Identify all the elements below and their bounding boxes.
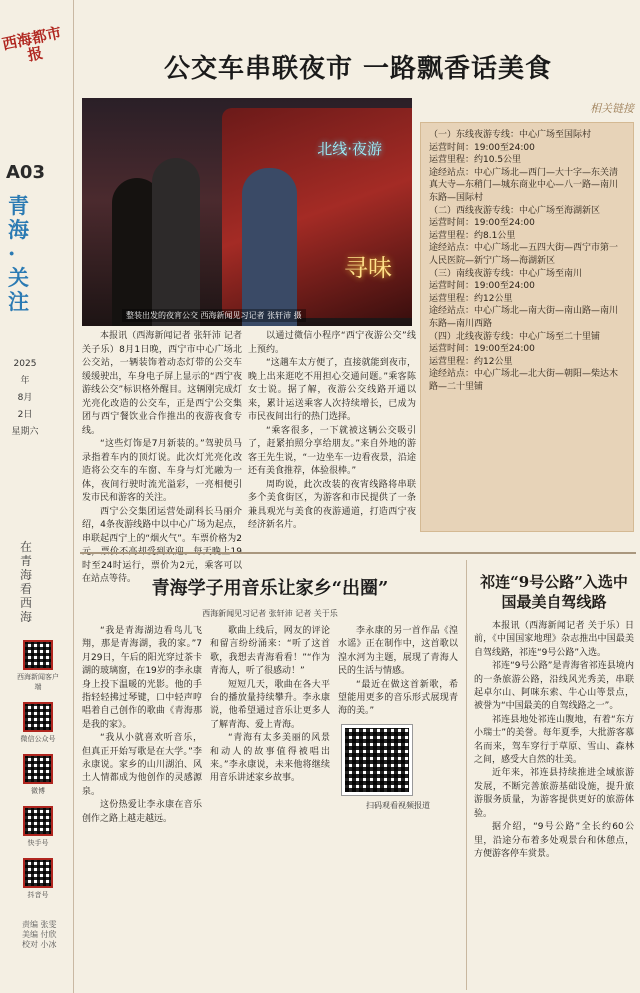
issue-date [10,356,40,441]
article-column [338,625,458,826]
qr-label: 微信公众号 [20,735,56,743]
qr-item[interactable] [14,754,62,796]
bus-sign-text-2: 寻味 [344,254,392,282]
newspaper-logo: 西海都市报 [0,23,64,65]
slogan: 在青海 看西海 [20,540,33,624]
date-year: 2025年 [13,359,37,386]
paragraph: 本报讯（西海新闻记者 关于乐）日前，《中国国家地理》杂志推出中国最美自驾线路，祁连“9号公路”入选。 [474,621,634,658]
highway-story-headline[interactable]: 祁连“9号公路”入选中国最美自驾线路 [480,573,628,611]
route-line: 运营时间：19:00至24:00 [429,218,535,229]
qr-label: 快手号 [27,839,49,847]
qr-code-icon [23,640,53,670]
article-column [248,330,416,587]
route-line: 途经站点：中心广场北—南大街—南山路—南川东路—南川西路 [429,306,619,329]
qr-code-icon [23,806,53,836]
qr-label: 西海新闻客户端 [17,673,59,691]
person-figure [152,158,200,326]
highway-story-body [474,620,634,861]
paragraph: 据介绍，“9号公路”全长约60公里，沿途分布着多处观景台和休憩点，方便游客停车赏景。 [474,822,634,859]
route-line: 运营里程：约8.1公里 [429,230,516,241]
route-line: 途经站点：中心广场北—北大街—朝阳—柴达木路—二十里铺 [429,369,619,392]
section-name: 青海·关注 [8,193,29,314]
paragraph: 近年来，祁连县持续推进全域旅游发展，不断完善旅游基础设施，提升旅游服务质量，为游客提供更好的旅游体验。 [474,768,634,819]
paragraph: 西宁公交集团运营处副科长马丽介绍，4条夜游线路中以中心广场为起点，串联起西宁上的“烟火气”。车票价格为2 时至24时运行，票价为2元，乘客可以在站点等待。 [82,506,242,584]
qr-code-icon [23,754,53,784]
qr-label: 微博 [31,787,45,795]
related-links-body [420,122,634,532]
paragraph: 歌曲上线后，网友的评论和留言纷纷涌来：“听了这首歌，我想去青海看看！”“作为青海人，听了很感动！” [210,626,330,677]
column-divider [466,560,467,990]
route-line: 运营时间：19:00至24:00 [429,344,535,355]
route-line: （四）北线夜游专线：中心广场至二十里铺 [429,331,601,342]
paragraph: “青海有太多美丽的风景和动人的故事值得被唱出来。”李永康说，未来他将继续用音乐讲述家乡故事。 [210,733,330,784]
date-weekday: 星期六 [11,427,39,437]
highway-story [474,562,634,861]
paragraph: “我是青海湖边看鸟儿飞翔，那是青海湖，我的家。”7月29日，午后的阳光穿过茶卡湖的玻璃窗，在19岁的李永康身上投下温暖的光影。他的手指轻轻拂过琴键，口中轻声哼唱着自己创作的歌曲《青海那是我的家》。 [82,626,202,730]
top-headline[interactable]: 公交车串联夜市 一路飘香话美食 [163,54,553,84]
route-line: （一）东线夜游专线：中心广场至国际村 [429,130,592,140]
date-day: 2日 [17,410,33,420]
paragraph: 祁连“9号公路”是青海省祁连县境内的一条旅游公路，沿线风光秀美，串联起卓尔山、阿咪东索、牛心山等景点，被誉为“中国最美的自驾线路之一”。 [474,661,634,712]
qr-label: 抖音号 [27,891,49,899]
paragraph: “这趟车太方便了，直接就能到夜市，晚上出来逛吃不用担心交通问题。”乘客陈女士说。据了解，夜游公交线路开通以来，累计运送乘客人次持续增长，已成为市民夜间出行的热门选择。 [248,358,416,422]
paragraph: “最近在做这首新歌，希望能用更多的音乐形式展现青海的美。” [338,679,458,717]
article-column [82,330,242,587]
related-links-title: 相关链接 [590,102,634,115]
music-story-body [82,625,458,826]
music-story-byline: 西海新闻见习记者 张轩沛 记者 关于乐 [202,609,338,618]
route-line: 途经站点：中心广场北—西门—大十字—东关清真大寺—东稍门—城东商业中心—八一路—南川东路—国际村 [429,167,619,203]
qr-item[interactable] [14,640,62,692]
paragraph: “乘客很多，一下就被这辆公交吸引了，赶紧拍照分享给朋友。”来自外地的游客王先生说，“一边坐车一边看夜景，沿途还有美食推荐，体验很棒。” [248,425,416,476]
route-line: 途经站点：中心广场北—五四大街—西宁市第一人民医院—新宁广场—海湖新区 [429,243,619,266]
paragraph: 周昀说，此次改装的夜宵线路将串联多个美食街区，为游客和市民提供了一条兼具观光与美食的夜游通道，打造西宁夜经济新名片。 [248,479,416,530]
related-links-box [420,100,634,540]
route-line: （三）南线夜游专线：中心广场至南川 [429,268,583,279]
page-number: A03 [6,162,45,183]
music-story-headline[interactable]: 青海学子用音乐让家乡“出圈” [151,578,389,599]
qr-code-list [14,640,62,910]
person-figure [242,168,297,326]
paragraph: 本报讯（西海新闻记者 张轩沛 记者关子乐）8月1日晚，西宁市中心广场北公交站，一辆装饰着动态灯带的公交车缓缓驶出，车身电子屏上显示的“西宁夜游线公交”标识格外醒目。这辆刚完成灯光亮化改造的公交车，正是西宁公交集团与西宁餐饮业合作推出的夜游夜食专线。 [82,331,242,436]
editor-credits: 责编 张雯 美编 付欣 校对 小冰 [22,920,57,949]
date-month: 8月 [17,393,33,403]
video-qr-caption: 扫码观看视频报道 [366,800,430,810]
route-line: 运营里程：约10.5公里 [429,155,522,166]
music-story [82,562,458,826]
top-story-photo[interactable] [82,98,412,326]
article-column [82,625,202,826]
bus-sign-text: 北线·夜游 [317,140,382,158]
paragraph: “这些灯饰是7月新装的。”驾驶员马录指着车内的顶灯说。此次灯光亮化改造将公交车的车窗、车身与灯光融为一体，夜间行驶时流光溢彩，一亮相便引发市民和游客的关注。 [82,439,242,503]
qr-item[interactable] [14,806,62,848]
page-main [80,0,636,993]
paragraph: 祁连县地处祁连山腹地，有着“东方小瑞士”的美誉。每年夏季，大批游客慕名而来，驾车穿行于草原、雪山、森林之间，感受大自然的壮美。 [474,714,634,766]
article-column [210,625,330,826]
route-line: 运营里程：约12公里 [429,293,513,304]
section-divider [80,552,636,554]
qr-code-icon [23,702,53,732]
video-qr-code-icon[interactable] [342,725,412,795]
route-line: 运营里程：约12公里 [429,356,513,367]
qr-item[interactable] [14,858,62,900]
photo-caption: 整装出发的夜宵公交 西海新闻见习记者 张轩沛 摄 [122,309,306,322]
paragraph: 李永康的另一首作品《湟水谣》正在制作中，这首歌以湟水河为主题，展现了青海人民的生活与情感。 [338,626,458,677]
route-line: （二）西线夜游专线：中心广场至海湖新区 [429,205,601,216]
paragraph: 以通过微信小程序“西宁夜游公交”线上预约。 [248,331,416,355]
route-line: 运营时间：19:00至24:00 [429,281,535,292]
paragraph: “我从小就喜欢听音乐，但真正开始写歌是在大学。”李永康说。家乡的山川湖泊、风土人情都成为他创作的灵感源泉。 [82,733,202,797]
qr-item[interactable] [14,702,62,744]
page-sidebar [0,0,74,993]
paragraph: 这份热爱让李永康在音乐创作之路上越走越远。 [82,800,202,824]
qr-code-icon [23,858,53,888]
route-line: 运营时间：19:00至24:00 [429,142,535,153]
paragraph: 短短几天，歌曲在各大平台的播放量持续攀升。李永康说，他希望通过音乐让更多人了解青海、爱上青海。 [210,679,330,730]
top-story-body [82,330,416,587]
